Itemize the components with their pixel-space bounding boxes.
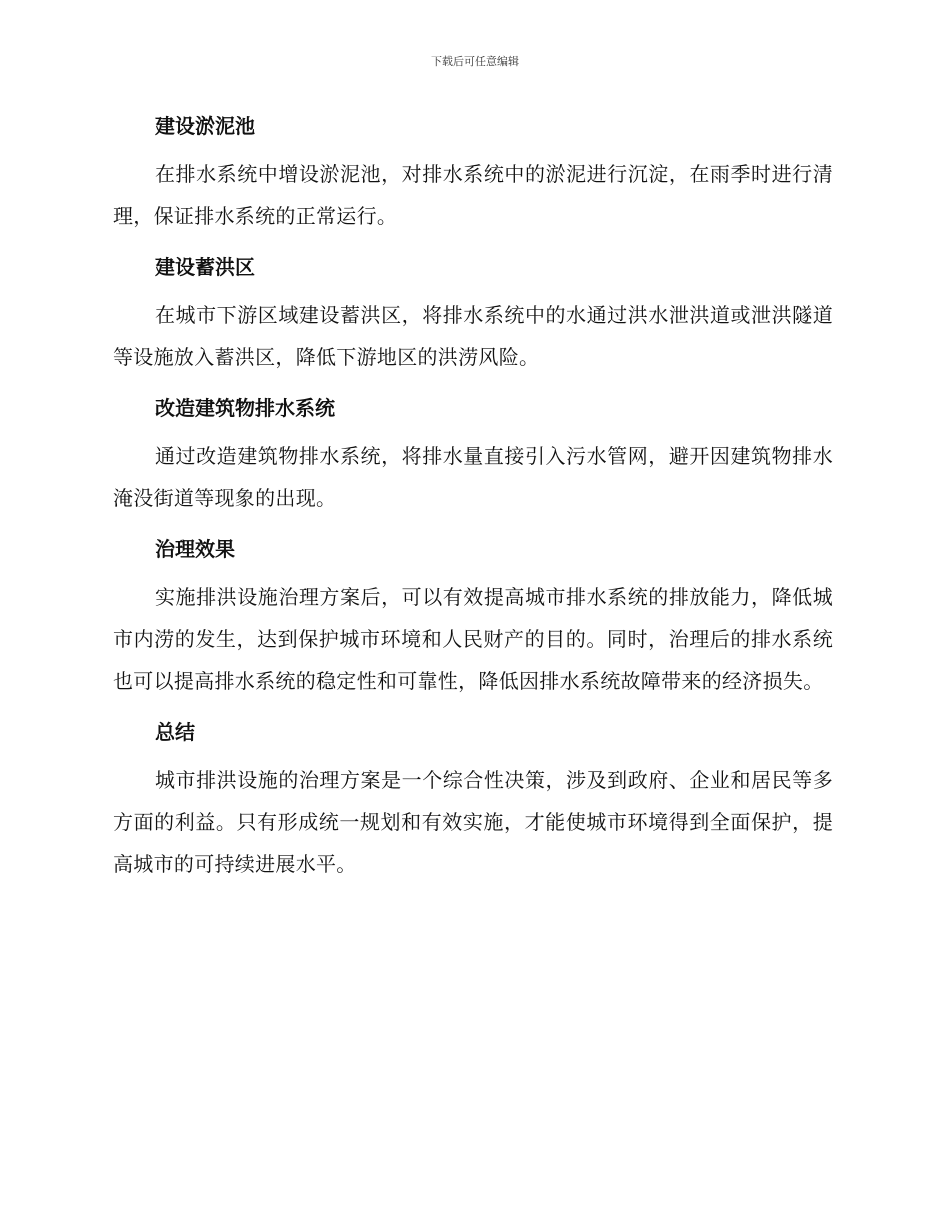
section-paragraph-flood-storage: 在城市下游区域建设蓄洪区，将排水系统中的水通过洪水泄洪道或泄洪隧道等设施放入蓄洪区，降低下游地区的洪涝风险。 [113,303,833,369]
section-heading-sludge-pond: 建设淤泥池 [155,114,255,138]
section-heading-building-drainage: 改造建筑物排水系统 [155,396,335,420]
document-body [113,110,833,899]
section-heading-flood-storage: 建设蓄洪区 [155,255,255,279]
section-paragraph-sludge-pond: 在排水系统中增设淤泥池，对排水系统中的淤泥进行沉淀，在雨季时进行清理，保证排水系统的正常运行。 [113,162,833,228]
section-paragraph-summary: 城市排洪设施的治理方案是一个综合性决策，涉及到政府、企业和居民等多方面的利益。只有形成统一规划和有效实施，才能使城市环境得到全面保护，提高城市的可持续进展水平。 [113,768,833,876]
section-paragraph-results: 实施排洪设施治理方案后，可以有效提高城市排水系统的排放能力，降低城市内涝的发生，达到保护城市环境和人民财产的目的。同时，治理后的排水系统也可以提高排水系统的稳定性和可靠性，降低因排水系统故障带来的经济损失。 [113,585,833,693]
section-heading-results: 治理效果 [155,537,235,561]
section-paragraph-building-drainage: 通过改造建筑物排水系统，将排水量直接引入污水管网，避开因建筑物排水淹没街道等现象的出现。 [113,444,833,510]
section-heading-summary: 总结 [155,720,195,744]
page-header: 下载后可任意编辑 [431,55,519,68]
